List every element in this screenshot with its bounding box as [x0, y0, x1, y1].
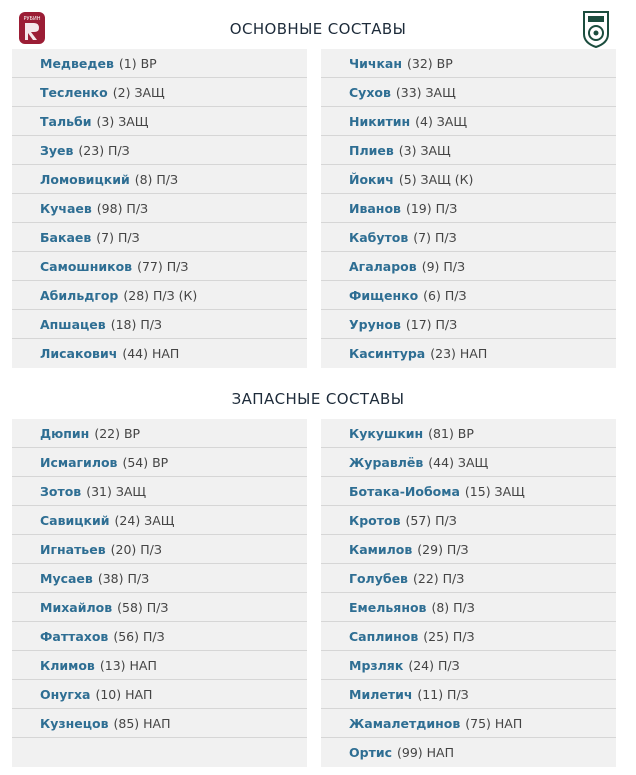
player-name-link[interactable]: Онугха — [40, 686, 91, 702]
player-number-position: (10) НАП — [95, 686, 153, 702]
lineups-header — [0, 0, 636, 56]
away-starter-row — [321, 281, 616, 310]
player-name-link[interactable]: Тесленко — [40, 84, 108, 100]
player-number-position: (99) НАП — [397, 745, 454, 760]
away-starter-row — [321, 107, 616, 136]
player-name-link[interactable]: Чичкан — [349, 55, 402, 71]
home-starter-row — [12, 107, 307, 136]
player-name-link[interactable]: Ломовицкий — [40, 171, 130, 187]
player-name-link[interactable]: Кузнецов — [40, 715, 109, 731]
away-substitute-row — [321, 738, 616, 767]
away-substitute-row — [321, 651, 616, 680]
player-number-position: (19) П/З — [405, 200, 458, 216]
player-name-link[interactable]: Урунов — [349, 316, 401, 332]
player-name-link[interactable]: Апшацев — [40, 316, 106, 332]
player-name-link[interactable]: Фищенко — [349, 287, 419, 303]
player-name-link[interactable]: Исмагилов — [40, 454, 118, 470]
player-number-position: (24) П/З — [408, 657, 460, 673]
player-name-link[interactable]: Лисакович — [40, 346, 118, 361]
away-starter-row — [321, 78, 616, 107]
player-name-link[interactable]: Кукушкин — [349, 425, 424, 441]
player-number-position: (33) ЗАЩ — [395, 84, 456, 100]
player-number-position: (15) ЗАЩ — [464, 483, 525, 499]
player-name-link[interactable]: Зотов — [40, 483, 82, 499]
player-name-link[interactable]: Иванов — [349, 200, 401, 216]
home-substitute-row — [12, 593, 307, 622]
player-number-position: (20) П/З — [110, 541, 162, 557]
substitutes-title: ЗАПАСНЫЕ СОСТАВЫ — [231, 390, 405, 408]
away-starter-row — [321, 49, 616, 78]
player-number-position: (11) П/З — [417, 686, 469, 702]
player-number-position: (32) ВР — [407, 55, 453, 71]
away-starter-row — [321, 223, 616, 252]
player-number-position: (98) П/З — [96, 200, 149, 216]
player-name-link[interactable]: Саплинов — [349, 628, 419, 644]
home-substitute-row — [12, 506, 307, 535]
player-name-link[interactable]: Климов — [40, 657, 95, 673]
away-starter-row — [321, 252, 616, 281]
player-number-position: (22) ВР — [94, 425, 141, 441]
player-name-link[interactable]: Игнатьев — [40, 541, 106, 557]
home-substitute-row — [12, 651, 307, 680]
player-name-link[interactable]: Журавлёв — [349, 454, 424, 470]
player-name-link[interactable]: Сухов — [349, 84, 391, 100]
away-substitutes-list — [321, 419, 616, 767]
player-number-position: (24) ЗАЩ — [114, 512, 175, 528]
player-number-position: (13) НАП — [99, 657, 157, 673]
player-number-position: (17) П/З — [405, 316, 458, 332]
player-number-position: (2) ЗАЩ — [112, 84, 165, 100]
away-substitute-row — [321, 564, 616, 593]
ufa-club-logo[interactable] — [581, 10, 611, 48]
away-starter-row — [321, 310, 616, 339]
home-substitute-row — [12, 477, 307, 506]
player-name-link[interactable]: Абильдгор — [40, 287, 119, 303]
player-name-link[interactable]: Михайлов — [40, 599, 113, 615]
player-name-link[interactable]: Милетич — [349, 686, 413, 702]
player-name-link[interactable]: Камилов — [349, 541, 413, 557]
player-number-position: (57) П/З — [405, 512, 457, 528]
home-starter-row — [12, 194, 307, 223]
away-substitute-row — [321, 419, 616, 448]
away-substitute-row — [321, 448, 616, 477]
home-starter-row — [12, 223, 307, 252]
home-starter-row — [12, 78, 307, 107]
player-name-link[interactable]: Медведев — [40, 55, 114, 71]
away-starter-row — [321, 165, 616, 194]
away-substitute-row — [321, 477, 616, 506]
player-number-position: (3) ЗАЩ — [96, 113, 149, 129]
player-number-position: (25) П/З — [423, 628, 475, 644]
player-number-position: (75) НАП — [465, 715, 523, 731]
player-name-link[interactable]: Касинтура — [349, 346, 426, 361]
away-substitute-row — [321, 622, 616, 651]
player-name-link[interactable]: Мусаев — [40, 570, 93, 586]
player-name-link[interactable]: Йокич — [349, 171, 394, 187]
player-number-position: (22) П/З — [412, 570, 465, 586]
home-starter-row — [12, 281, 307, 310]
player-name-link[interactable]: Кучаев — [40, 200, 92, 216]
home-starters-list — [12, 49, 307, 368]
svg-text:РУБИН: РУБИН — [23, 16, 41, 22]
player-name-link[interactable]: Ортис — [349, 745, 392, 760]
player-number-position: (9) П/З — [421, 258, 465, 274]
player-number-position: (29) П/З — [417, 541, 469, 557]
player-number-position: (8) П/З — [134, 171, 179, 187]
player-name-link[interactable]: Кабутов — [349, 229, 409, 245]
player-name-link[interactable]: Ботака-Иобома — [349, 483, 460, 499]
away-starters-list — [321, 49, 616, 368]
player-name-link[interactable]: Зуев — [40, 142, 74, 158]
home-substitute-row — [12, 622, 307, 651]
away-starter-row — [321, 339, 616, 368]
player-name-link[interactable]: Дюпин — [40, 425, 90, 441]
home-substitute-row — [12, 709, 307, 738]
player-name-link[interactable]: Бакаев — [40, 229, 92, 245]
player-name-link[interactable]: Мрзляк — [349, 657, 404, 673]
player-name-link[interactable]: Агаларов — [349, 258, 417, 274]
player-number-position: (44) НАП — [122, 346, 180, 361]
player-number-position: (7) П/З — [413, 229, 457, 245]
player-number-position: (58) П/З — [117, 599, 169, 615]
home-starter-row — [12, 165, 307, 194]
player-number-position: (56) П/З — [113, 628, 165, 644]
home-substitute-row — [12, 738, 307, 767]
player-number-position: (38) П/З — [97, 570, 150, 586]
player-name-link[interactable]: Тальби — [40, 113, 92, 129]
player-name-link[interactable]: Плиев — [349, 142, 394, 158]
player-name-link[interactable]: Фаттахов — [40, 628, 109, 644]
home-starter-row — [12, 136, 307, 165]
player-number-position: (4) ЗАЩ — [415, 113, 468, 129]
player-number-position: (5) ЗАЩ (К) — [398, 171, 474, 187]
player-number-position: (23) П/З — [78, 142, 130, 158]
home-substitute-row — [12, 448, 307, 477]
player-name-link[interactable]: Емельянов — [349, 599, 427, 615]
home-starter-row — [12, 310, 307, 339]
player-number-position: (54) ВР — [122, 454, 169, 470]
home-substitute-row — [12, 419, 307, 448]
player-number-position: (31) ЗАЩ — [86, 483, 147, 499]
player-name-link[interactable]: Самошников — [40, 258, 133, 274]
player-number-position: (7) П/З — [96, 229, 140, 245]
player-number-position: (44) ЗАЩ — [428, 454, 489, 470]
home-starter-row — [12, 339, 307, 368]
away-starter-row — [321, 194, 616, 223]
player-number-position: (77) П/З — [137, 258, 189, 274]
home-substitutes-list — [12, 419, 307, 767]
home-substitute-row — [12, 680, 307, 709]
away-substitute-row — [321, 535, 616, 564]
player-number-position: (28) П/З (К) — [123, 287, 198, 303]
player-name-link[interactable]: Голубев — [349, 570, 408, 586]
away-starter-row — [321, 136, 616, 165]
away-substitute-row — [321, 593, 616, 622]
away-substitute-row — [321, 506, 616, 535]
player-number-position: (8) П/З — [431, 599, 475, 615]
player-number-position: (23) НАП — [430, 346, 488, 361]
player-number-position: (6) П/З — [423, 287, 467, 303]
main-lineups-title: ОСНОВНЫЕ СОСТАВЫ — [229, 20, 407, 38]
player-number-position: (18) П/З — [110, 316, 162, 332]
home-starter-row — [12, 252, 307, 281]
home-substitute-row — [12, 535, 307, 564]
away-substitute-row — [321, 709, 616, 738]
player-name-link[interactable]: Кротов — [349, 512, 401, 528]
player-name-link[interactable]: Никитин — [349, 113, 411, 129]
player-number-position: (1) ВР — [118, 55, 157, 71]
home-starter-row — [12, 49, 307, 78]
away-substitute-row — [321, 680, 616, 709]
player-number-position: (3) ЗАЩ — [398, 142, 451, 158]
home-substitute-row — [12, 564, 307, 593]
player-number-position: (85) НАП — [113, 715, 171, 731]
player-name-link[interactable]: Савицкий — [40, 512, 110, 528]
player-name-link[interactable]: Жамалетдинов — [349, 715, 461, 731]
player-number-position: (81) ВР — [428, 425, 474, 441]
